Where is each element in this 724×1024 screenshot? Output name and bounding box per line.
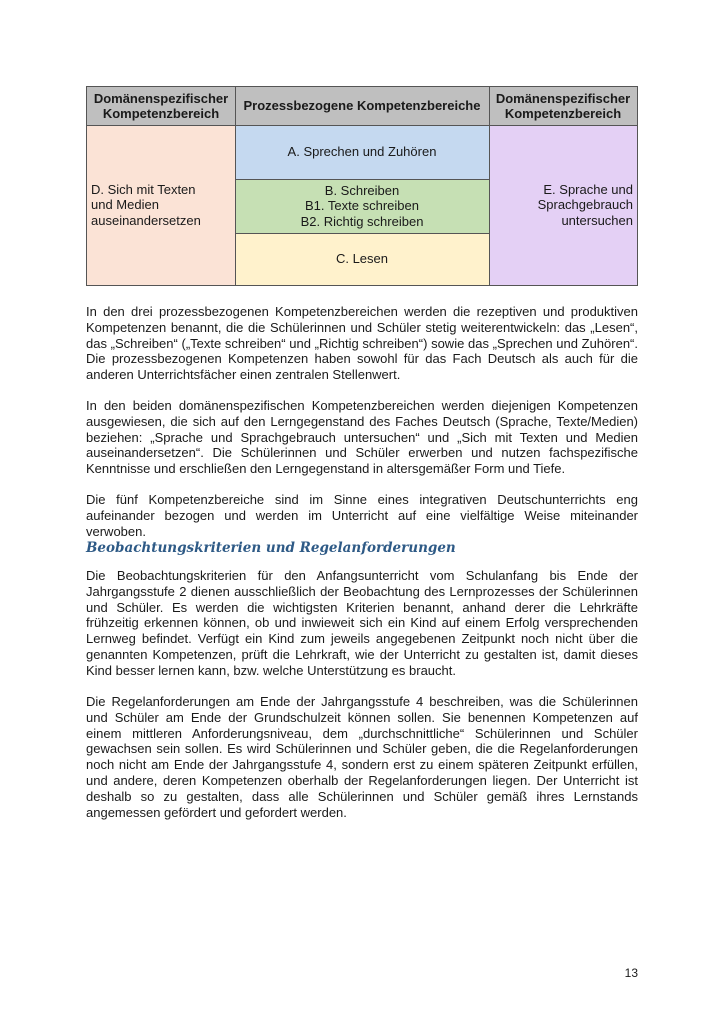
domain-e-text: E. Sprache und Sprachgebrauch untersuchen bbox=[537, 181, 633, 228]
header-middle: Prozessbezogene Kompetenzbereiche bbox=[235, 87, 489, 125]
process-cell-c: C. Lesen bbox=[235, 233, 489, 285]
paragraph-1: In den drei prozessbezogenen Kompetenzbereichen werden die rezeptiven und produktiven Kompetenzen benannt, die die Schülerinnen und Schüler stetig weiterentwickeln: das „Lesen“, das „Schreiben“ („Texte schreiben“ und „Richtig schreiben“) sowie das „Sprechen und Zuhören“. Die prozessbezogenen Kompetenzen haben sowohl für das Fach Deutsch als auch für die anderen Unterrichtsfächer einen zentralen Stellenwert. bbox=[86, 304, 638, 383]
paragraph-2: In den beiden domänenspezifischen Kompetenzbereichen werden diejenigen Kompetenzen ausgewiesen, die sich auf den Lerngegenstand des Faches Deutsch (Sprache, Texte/Medien) beziehen: „Sprache und Sprachgebrauch untersuchen“ und „Sich mit Texten und Medien auseinandersetzen“. Die Schülerinnen und Schüler erwerben und nutzen fachspezifische Kenntnisse und erschließen den Lerngegenstand in altersgemäßer Form und Tiefe. bbox=[86, 398, 638, 477]
table-divider bbox=[235, 233, 489, 234]
table-divider bbox=[87, 125, 637, 126]
section-heading: Beobachtungskriterien und Regelanforderungen bbox=[86, 540, 456, 556]
domain-cell-d bbox=[87, 125, 235, 285]
process-b-title: B. Schreiben bbox=[324, 182, 400, 198]
process-b1: B1. Texte schreiben bbox=[305, 198, 419, 214]
paragraph-3: Die fünf Kompetenzbereiche sind im Sinne eines integrativen Deutschunterrichts eng aufeinander bezogen und werden im Unterricht auf eine vielfältige Weise miteinander verwoben. bbox=[86, 492, 638, 539]
process-cell-b bbox=[235, 179, 489, 233]
table-divider bbox=[235, 87, 236, 285]
header-left: Domänenspezifischer Kompetenzbereich bbox=[87, 87, 235, 125]
process-cell-a: A. Sprechen und Zuhören bbox=[235, 125, 489, 179]
paragraph-4: Die Beobachtungskriterien für den Anfangsunterricht vom Schulanfang bis Ende der Jahrgangsstufe 2 dienen ausschließlich der Beobachtung des Lernprozesses der Schülerinnen und Schüler. Es werden die wichtigsten Kriterien benannt, anhand derer die Lehrkräfte frühzeitig erkennen können, ob und inwieweit sich ein Kind auf einem Erfolg versprechenden Lernweg befindet. Verfügt ein Kind zum jeweils angegebenen Zeitpunkt noch nicht über die genannten Kompetenzen, prüft die Lehrkraft, wie der Unterricht zu gestalten ist, damit dieses Kind besser lernen kann, bzw. welche Unterstützung es braucht. bbox=[86, 568, 638, 678]
competence-table bbox=[86, 86, 638, 286]
process-b2: B2. Richtig schreiben bbox=[300, 213, 424, 229]
table-divider bbox=[489, 87, 490, 285]
domain-d-text: D. Sich mit Texten und Medien auseinandersetzen bbox=[91, 181, 201, 228]
page-number: 13 bbox=[624, 966, 638, 980]
paragraph-5: Die Regelanforderungen am Ende der Jahrgangsstufe 4 beschreiben, was die Schülerinnen und Schüler am Ende der Grundschulzeit können sollen. Sie benennen Kompetenzen auf einem mittleren Anforderungsniveau, dem „durchschnittliche“ Schülerinnen und Schüler gewachsen sein sollen. Es wird Schülerinnen und Schüler geben, die die Regelanforderungen noch nicht am Ende der Jahrgangsstufe 4, sondern erst zu einem späteren Zeitpunkt erfüllen, und andere, deren Kompetenzen oberhalb der Regelanforderungen liegen. Der Unterricht ist deshalb so zu gestalten, dass alle Schülerinnen und Schüler gemäß ihres Lernstands angemessen gefördert und gefordert werden. bbox=[86, 694, 638, 820]
domain-cell-e bbox=[489, 125, 637, 285]
header-right: Domänenspezifischer Kompetenzbereich bbox=[489, 87, 637, 125]
table-divider bbox=[235, 179, 489, 180]
